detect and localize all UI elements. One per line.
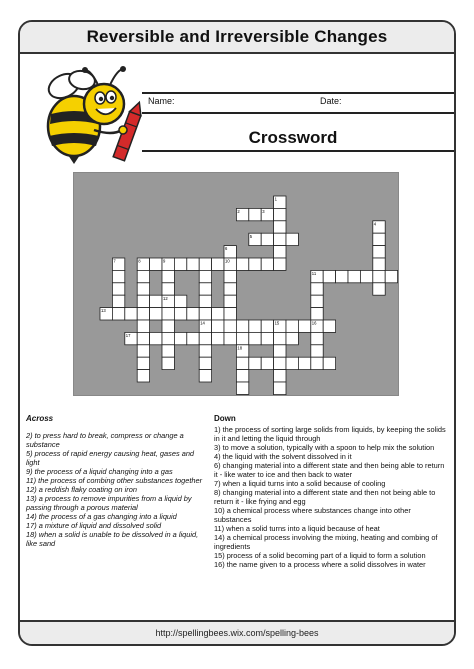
crossword-cell[interactable] — [174, 295, 186, 307]
clue-number: 2 — [237, 209, 240, 214]
clue-number: 16 — [311, 320, 317, 326]
crossword-cell[interactable] — [274, 357, 286, 369]
crossword-cell[interactable] — [199, 283, 211, 295]
down-heading: Down — [214, 414, 236, 423]
crossword-cell[interactable] — [137, 320, 149, 332]
crossword-cell[interactable] — [311, 332, 323, 344]
clue-number: 6 — [225, 246, 228, 252]
crossword-cell[interactable] — [274, 370, 286, 382]
worksheet-frame — [18, 20, 456, 646]
worksheet-title-text: Reversible and Irreversible Changes — [86, 27, 388, 46]
crossword-cell[interactable] — [249, 332, 261, 344]
crossword-cell[interactable] — [199, 295, 211, 307]
crossword-cell[interactable] — [261, 258, 273, 270]
crossword-cell[interactable] — [212, 308, 224, 320]
crossword-cell[interactable] — [274, 382, 286, 394]
across-clue: 2) to press hard to break, compress or change a substance — [26, 431, 184, 449]
crossword-cell[interactable] — [150, 332, 162, 344]
clue-number: 9 — [163, 258, 166, 264]
bee-with-crayon-icon — [34, 64, 144, 174]
crossword-cell[interactable] — [236, 370, 248, 382]
crossword-cell[interactable] — [162, 270, 174, 282]
header-line-mid — [142, 112, 456, 114]
crossword-cell[interactable] — [286, 357, 298, 369]
crossword-cell[interactable] — [261, 332, 273, 344]
crossword-cell[interactable] — [187, 258, 199, 270]
crossword-cell[interactable] — [249, 208, 261, 220]
down-clue: 14) a chemical process involving the mixing, heating and combing of ingredients — [214, 533, 438, 551]
crossword-cell[interactable] — [224, 308, 236, 320]
crossword-cell[interactable] — [137, 332, 149, 344]
crossword-cell[interactable] — [162, 308, 174, 320]
crossword-cell[interactable] — [311, 308, 323, 320]
crossword-cell[interactable] — [174, 308, 186, 320]
footer-url[interactable]: http://spellingbees.wix.com/spelling-bees — [155, 628, 319, 638]
crossword-cell[interactable] — [286, 320, 298, 332]
crossword-cell[interactable] — [150, 258, 162, 270]
crossword-cell[interactable] — [137, 357, 149, 369]
down-clue: 7) when a liquid turns into a solid because of cooling — [214, 479, 386, 488]
crossword-cell[interactable] — [162, 332, 174, 344]
down-clue: 16) the name given to a process where a solid dissolves in water — [214, 560, 426, 569]
crossword-cell[interactable] — [373, 283, 385, 295]
down-clues — [214, 414, 450, 569]
crossword-cell[interactable] — [224, 320, 236, 332]
crossword-cell[interactable] — [137, 295, 149, 307]
clue-number: 3 — [262, 209, 265, 214]
crossword-cell[interactable] — [236, 382, 248, 394]
crossword-cell[interactable] — [137, 270, 149, 282]
crossword-cell[interactable] — [311, 283, 323, 295]
across-clue: 18) when a solid is unable to be dissolved in a liquid, like sand — [26, 530, 199, 548]
clue-number: 14 — [200, 320, 205, 326]
down-clue: 3) to move a solution, typically with a spoon to help mix the solution — [214, 443, 435, 452]
crossword-cell[interactable] — [274, 246, 286, 258]
down-clue: 15) process of a solid becoming part of a liquid to form a solution — [214, 551, 426, 560]
crossword-cell[interactable] — [199, 308, 211, 320]
crossword-cell[interactable] — [373, 246, 385, 258]
crossword-cell[interactable] — [385, 270, 397, 282]
crossword-cell[interactable] — [261, 357, 273, 369]
crossword-cell[interactable] — [199, 332, 211, 344]
crossword-cell[interactable] — [360, 270, 372, 282]
down-clue: 10) a chemical process where substances change into other substances — [214, 506, 411, 524]
crossword-cell[interactable] — [311, 345, 323, 357]
crossword-cell[interactable] — [298, 357, 310, 369]
across-clue: 5) process of rapid energy causing heat, gases and light — [26, 449, 195, 467]
crossword-cell[interactable] — [112, 270, 124, 282]
crossword-cell[interactable] — [373, 233, 385, 245]
crossword-cell[interactable] — [274, 332, 286, 344]
crossword-cell[interactable] — [373, 270, 385, 282]
header-line-top — [142, 92, 456, 94]
across-heading: Across — [26, 414, 54, 423]
crossword-cell[interactable] — [224, 270, 236, 282]
crossword-cell[interactable] — [162, 345, 174, 357]
clue-number: 7 — [113, 258, 116, 264]
across-clue: 12) a reddish flaky coating on iron — [26, 485, 137, 494]
crossword-cell[interactable] — [212, 320, 224, 332]
crossword-cell[interactable] — [323, 320, 335, 332]
crossword-cell[interactable] — [125, 308, 137, 320]
crossword-cell[interactable] — [162, 283, 174, 295]
across-clue: 17) a mixture of liquid and dissolved solid — [26, 521, 162, 530]
clue-number: 18 — [237, 345, 243, 351]
page-title: Crossword — [248, 128, 338, 147]
crossword-cell[interactable] — [199, 270, 211, 282]
crossword-cell[interactable] — [286, 332, 298, 344]
crossword-cell[interactable] — [274, 208, 286, 220]
down-clue: 4) the liquid with the solvent dissolved in it — [214, 452, 352, 461]
down-clue: 11) when a solid turns into a liquid because of heat — [214, 524, 380, 533]
crossword-cell[interactable] — [274, 394, 286, 396]
across-clue: 11) the process of combing other substances together — [26, 476, 203, 485]
name-label: Name: — [148, 96, 175, 106]
across-clue: 9) the process of a liquid changing into a gas — [26, 467, 173, 476]
down-clue: 6) changing material into a different state and then being able to return it - like water to ice and then back to water — [214, 461, 445, 479]
crossword-cell[interactable] — [212, 332, 224, 344]
across-clue: 14) the process of a gas changing into a liquid — [26, 512, 177, 521]
clue-number: 4 — [373, 221, 377, 227]
crossword-cell[interactable] — [236, 258, 248, 270]
crossword-cell[interactable] — [150, 308, 162, 320]
crossword-cell[interactable] — [373, 258, 385, 270]
crossword-cell[interactable] — [187, 332, 199, 344]
crossword-grid — [73, 172, 399, 396]
date-label: Date: — [320, 96, 342, 106]
crossword-cell[interactable] — [348, 270, 360, 282]
worksheet-title — [20, 22, 454, 54]
crossword-cell[interactable] — [162, 357, 174, 369]
crossword-cell[interactable] — [137, 283, 149, 295]
across-clues — [26, 414, 206, 548]
clue-number: 5 — [249, 233, 253, 239]
instructions-text: Solve the puzzles to complete the crossword — [145, 172, 314, 182]
down-clue: 1) the process of sorting large solids from liquids, by keeping the solids in it and letting the liquid through — [214, 425, 446, 443]
crossword-cell[interactable] — [224, 295, 236, 307]
crossword-cell[interactable] — [336, 270, 348, 282]
crossword-cell[interactable] — [298, 320, 310, 332]
crossword-cell[interactable] — [274, 221, 286, 233]
clue-number: 12 — [163, 295, 168, 301]
down-clue-list — [214, 425, 450, 569]
crossword-cell[interactable] — [236, 357, 248, 369]
crossword-cell[interactable] — [174, 258, 186, 270]
crossword-cell[interactable] — [224, 332, 236, 344]
clue-number: 11 — [311, 271, 317, 276]
clue-number: 8 — [138, 258, 141, 264]
crossword-cell[interactable] — [286, 233, 298, 245]
crossword-cell[interactable] — [249, 320, 261, 332]
across-clue: 13) a process to remove impurities from a liquid by passing through a porous material — [26, 494, 192, 512]
crossword-cell[interactable] — [311, 357, 323, 369]
clue-number: 15 — [274, 320, 280, 326]
clue-number: 13 — [101, 308, 106, 314]
crossword-cell[interactable] — [224, 283, 236, 295]
footer — [20, 620, 454, 644]
crossword-cell[interactable] — [137, 370, 149, 382]
crossword-cell[interactable] — [274, 345, 286, 357]
crossword-cell[interactable] — [212, 258, 224, 270]
crossword-cell[interactable] — [249, 357, 261, 369]
crossword-cell[interactable] — [199, 370, 211, 382]
clue-number: 17 — [125, 333, 131, 338]
across-clue-list — [26, 431, 206, 548]
crossword-cell[interactable] — [199, 357, 211, 369]
crossword-cell[interactable] — [187, 308, 199, 320]
crossword-cell[interactable] — [112, 308, 124, 320]
header-line-bottom — [142, 150, 456, 152]
crossword-cell[interactable] — [137, 345, 149, 357]
crossword-cell[interactable] — [199, 345, 211, 357]
crossword-cell[interactable] — [323, 357, 335, 369]
crossword-cell[interactable] — [112, 283, 124, 295]
crossword-cell[interactable] — [274, 258, 286, 270]
crossword-cell[interactable] — [311, 295, 323, 307]
clue-number: 1 — [274, 196, 277, 202]
crossword-cell[interactable] — [174, 332, 186, 344]
crossword-cell[interactable] — [150, 295, 162, 307]
crossword-cell[interactable] — [112, 295, 124, 307]
crossword-cell[interactable] — [162, 320, 174, 332]
crossword-cell[interactable] — [236, 332, 248, 344]
crossword-cell[interactable] — [261, 233, 273, 245]
crossword-cell[interactable] — [249, 258, 261, 270]
down-clue: 8) changing material into a different state and then not being able to return it - like frying and egg — [214, 488, 436, 506]
clue-number: 10 — [225, 258, 230, 264]
crossword-cell[interactable] — [236, 320, 248, 332]
crossword-cell[interactable] — [137, 308, 149, 320]
crossword-cell[interactable] — [261, 320, 273, 332]
crossword-cell[interactable] — [274, 233, 286, 245]
crossword-cell[interactable] — [323, 270, 335, 282]
crossword-cell[interactable] — [199, 258, 211, 270]
